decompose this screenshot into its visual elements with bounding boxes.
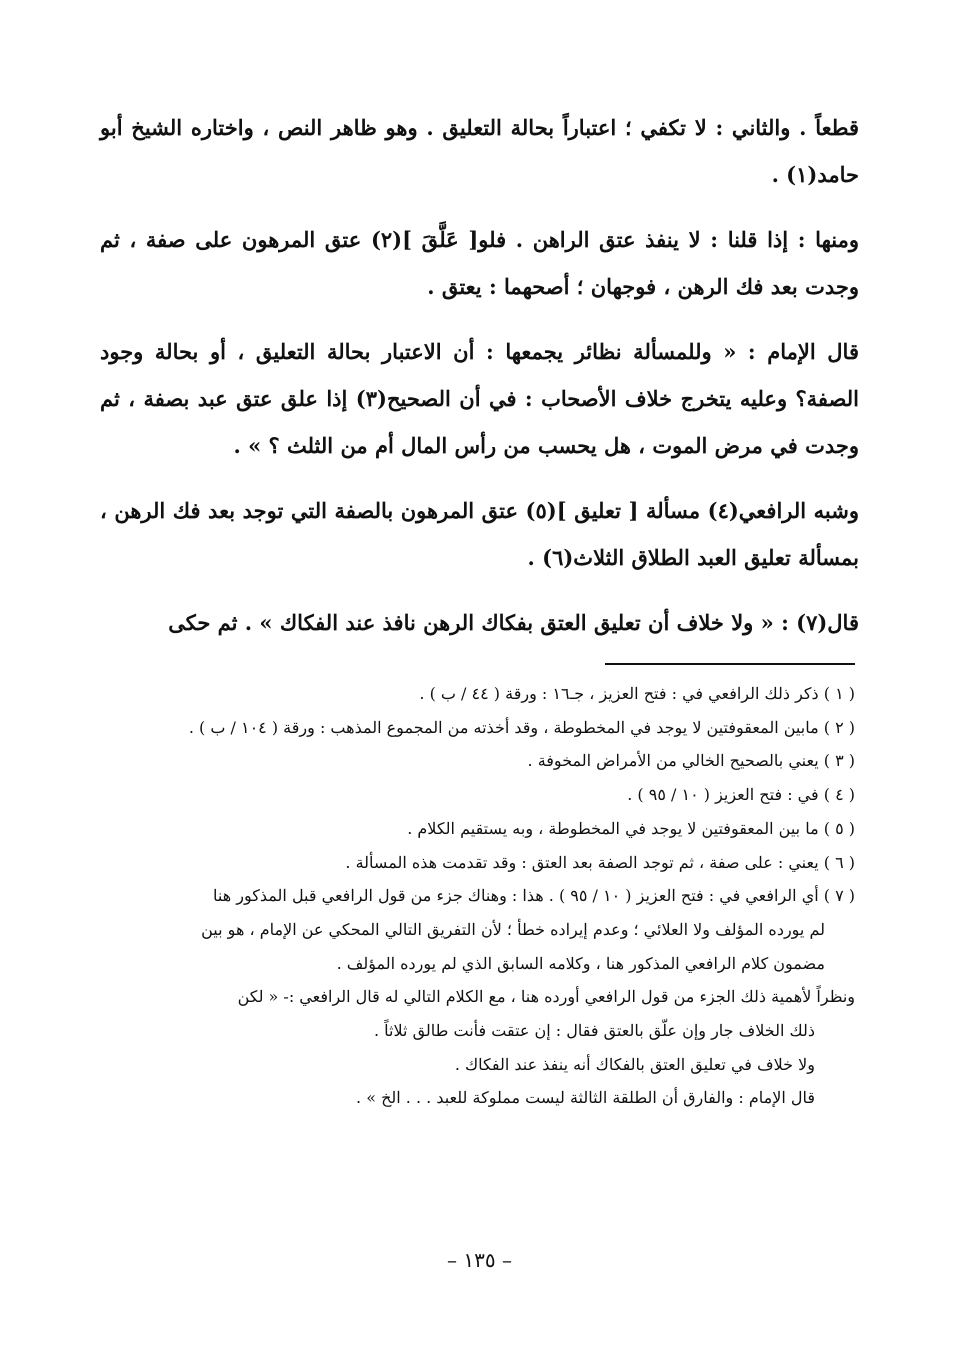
footnote-1: ( ١ ) ذكر ذلك الرافعي في : فتح العزيز ، جـ١٦ : ورقة ( ٤٤ / ب ) . [419,684,855,703]
footnote-2: ( ٢ ) مابين المعقوفتين لا يوجد في المخطوطة ، وقد أخذته من المجموع المذهب : ورقة ( ١٠٤ / ب ) . [188,717,855,737]
footnote-4: ( ٤ ) في : فتح العزيز ( ١٠ / ٩٥ ) . [627,785,855,805]
page-number: – ١٣٥ – [447,1248,512,1272]
footnote-7-continuation: لم يورده المؤلف ولا العلائي ؛ وعدم إيراده خطأ ؛ لأن التفريق التالي المحكي عن الإمام ، هو بين [201,919,825,939]
footnote-7-continuation: مضمون كلام الرافعي المذكور هنا ، وكلامه السابق الذي لم يورده المؤلف . [336,953,825,973]
footnote-7: ( ٧ ) أي الرافعي في : فتح العزيز ( ١٠ / ٩٥ ) . هذا : وهناك جزء من قول الرافعي قبل المذكور هنا [213,886,855,906]
footnote-7-quote: قال الإمام : والفارق أن الطلقة الثالثة ليست مملوكة للعبد . . . الخ » . [356,1088,815,1108]
footnote-7-quote: ولا خلاف في تعليق العتق بالفكاك أنه ينفذ عند الفكاك . [454,1054,815,1074]
footnote-6: ( ٦ ) يعني : على صفة ، ثم توجد الصفة بعد العتق : وقد تقدمت هذه المسألة . [345,852,855,872]
footnote-separator [605,663,855,665]
footnotes [102,677,855,1115]
paragraph-5: قال(٧) : « ولا خلاف أن تعليق العتق بفكاك الرهن نافذ عند الفكاك » . ثم حكى [168,610,859,635]
footnote-5: ( ٥ ) ما بين المعقوفتين لا يوجد في المخطوطة ، وبه يستقيم الكلام . [407,818,855,838]
paragraph-4: وشبه الرافعي(٤) مسألة [ تعليق ](٥) عتق المرهون بالصفة التي توجد بعد فك الرهن ، بمسألة تعليق العبد الطلاق الثلاث(٦) . [100,498,859,570]
paragraph-3: قال الإمام : « وللمسألة نظائر يجمعها : أن الاعتبار بحالة التعليق ، أو بحالة وجود الصفة؟ وعليه يتخرج خلاف الأصحاب : في أن الصحيح(٣) إذا علق عتق عبد بصفة ، ثم وجدت في مرض الموت ، هل يحسب من رأس المال أم من الثلث ؟ » . [100,339,859,458]
footnote-3: ( ٣ ) يعني بالصحيح الخالي من الأمراض المخوفة . [527,751,855,771]
paragraph-1: قطعاً . والثاني : لا تكفي ؛ اعتباراً بحالة التعليق . وهو ظاهر النص ، واختاره الشيخ أبو حامد(١) . [100,115,859,187]
main-text [100,104,859,646]
footnote-7-continuation: ونظراً لأهمية ذلك الجزء من قول الرافعي أورده هنا ، مع الكلام التالي له قال الرافعي :- « لكن [237,987,855,1007]
paragraph-2: ومنها : إذا قلنا : لا ينفذ عتق الراهن . فلو[ عَلَّقَ ](٢) عتق المرهون على صفة ، ثم وجدت بعد فك الرهن ، فوجهان ؛ أصحهما : يعتق . [100,227,859,299]
footnote-7-quote: ذلك الخلاف جار وإن علّق بالعتق فقال : إن عتقت فأنت طالق ثلاثاً . [373,1021,815,1041]
